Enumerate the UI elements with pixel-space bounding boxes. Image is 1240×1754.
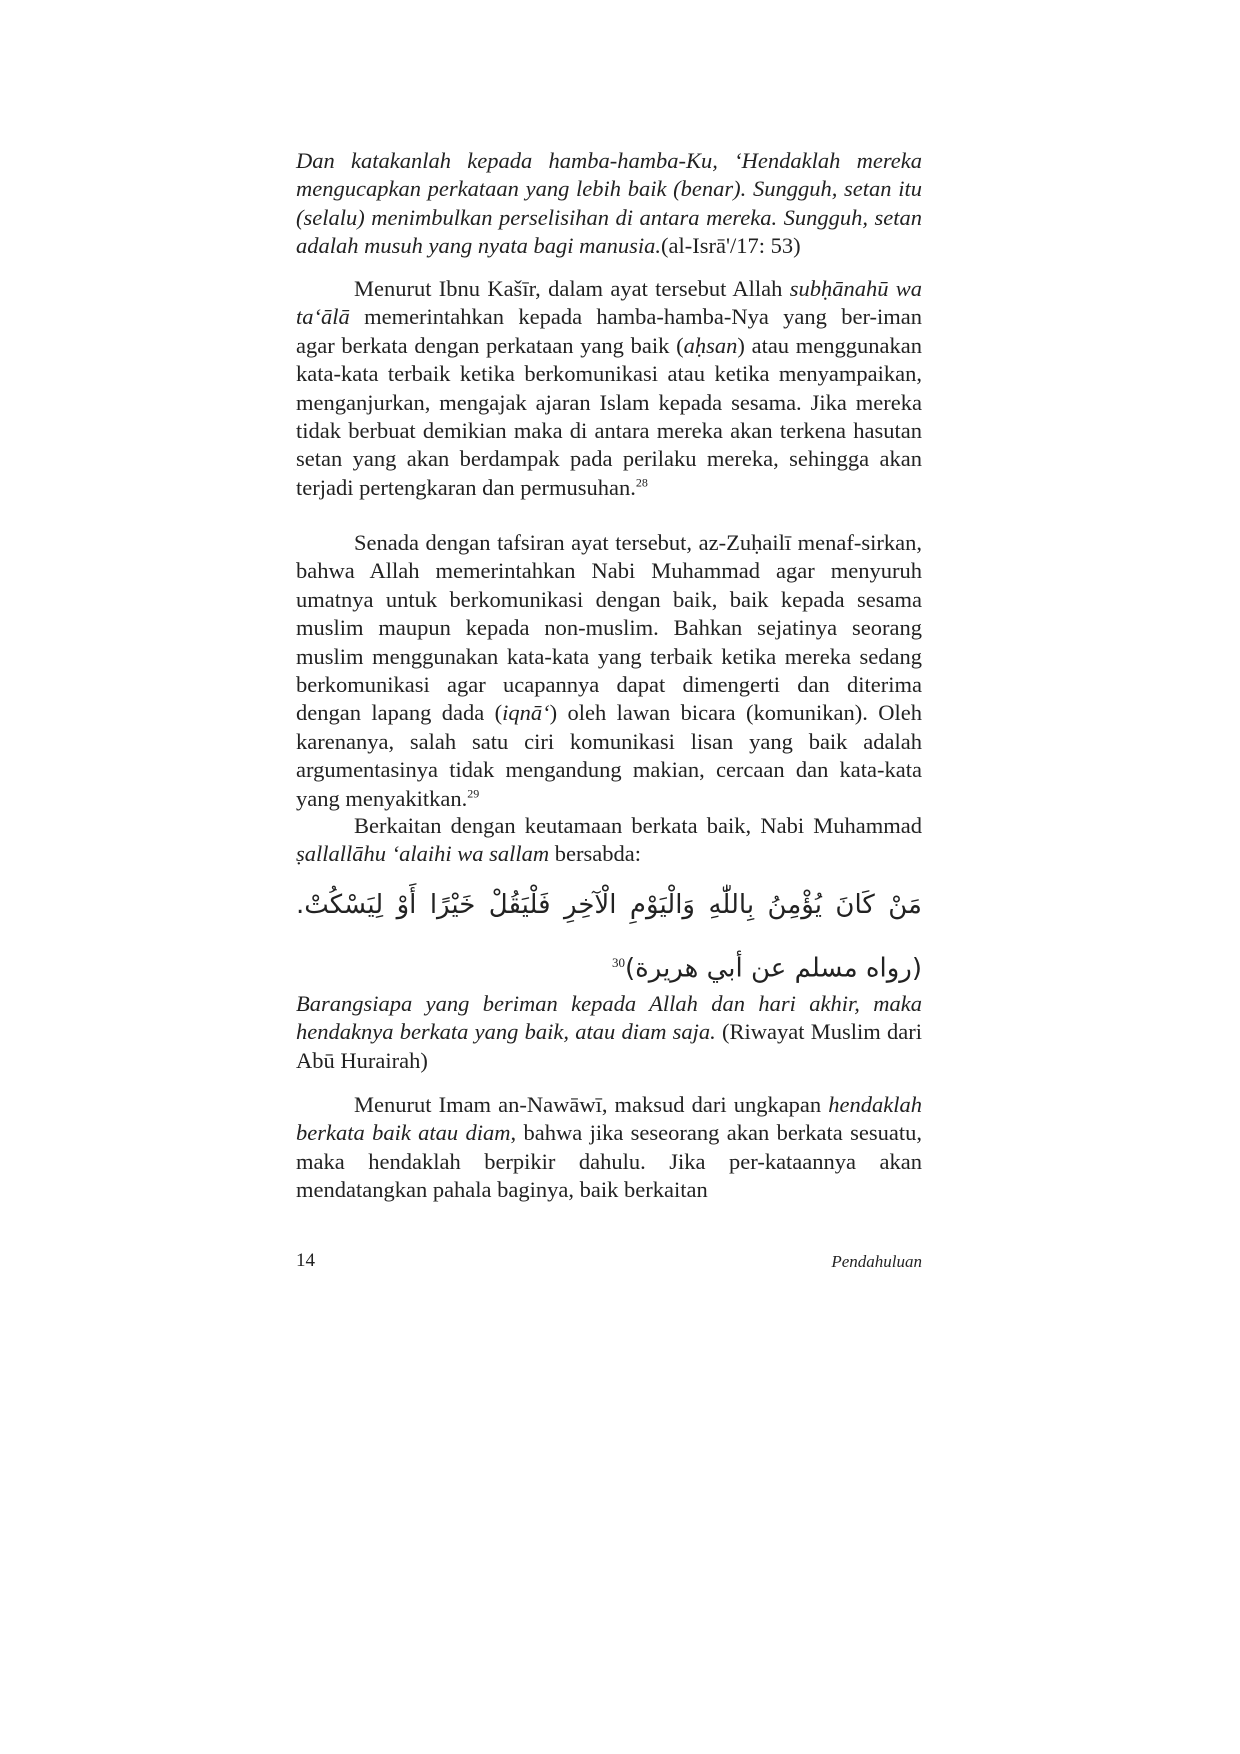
- p2-text-a: Senada dengan tafsiran ayat tersebut, az-Zuḥailī menaf-sirkan, bahwa Allah memerintahkan Nabi Muhammad agar menyuruh umatnya untuk berkomunikasi dengan baik, baik kepada sesama muslim maupun kepada non-muslim. Bahkan sejatinya seorang muslim menggunakan kata-kata yang terbaik ketika mereka sedang berkomunikasi agar ucapannya dapat dimengerti dan diterima dengan lapang dada (: [296, 530, 922, 726]
- quran-translation-block: [296, 147, 922, 261]
- p4-text-c: , bahwa jika seseorang akan berkata sesuatu, maka hendaklah berpikir dahulu. Jika per-kataannya akan mendatangkan pahala baginya, baik berkaitan: [296, 1120, 922, 1203]
- page-number: 14: [296, 1250, 315, 1271]
- quote-italic-text: Dan katakanlah kepada hamba-hamba-Ku, ‘Hendaklah mereka mengucapkan perkataan yang lebih baik (benar). Sungguh, setan itu (selalu) menimbulkan perselisihan di antara mereka. Sungguh, setan adalah musuh yang nyata bagi manusia.: [296, 148, 922, 259]
- hadith-translation-block: [296, 990, 922, 1075]
- p1-text-c: memerintahkan kepada hamba-hamba-Nya yang ber-iman agar berkata dengan perkataan yang baik (: [296, 304, 922, 358]
- footnote-marker-29[interactable]: 29: [467, 786, 480, 801]
- p3-italic-salawat: ṣallallāhu ‘alaihi wa sallam: [296, 841, 550, 867]
- p3-text-a: Berkaitan dengan keutamaan berkata baik, Nabi Muhammad: [354, 813, 922, 838]
- translation-source: (Riwayat Muslim dari Abū Hurairah): [296, 1019, 922, 1073]
- footnote-marker-30[interactable]: 30: [611, 955, 625, 970]
- quote-source: (al-Isrā'/17: 53): [661, 233, 801, 259]
- p1-text-e: ) atau menggunakan kata-kata terbaik ketika berkomunikasi atau ketika menyampaikan, menganjurkan, mengajak ajaran Islam kepada sesama. Jika mereka tidak berbuat demikian maka di antara mereka akan terkena hasutan setan yang akan berdampak pada perilaku mereka, sehingga akan terjadi pertengkaran dan permusuhan.: [296, 332, 922, 500]
- p3-text-c: bersabda:: [549, 841, 641, 867]
- paragraph-2: [296, 529, 922, 813]
- paragraph-4: [296, 1091, 922, 1205]
- translation-italic-text: Barangsiapa yang beriman kepada Allah dan hari akhir, maka hendaknya berkata yang baik, atau diam saja.: [296, 991, 922, 1045]
- p2-italic-iqna: iqnā‘: [502, 700, 550, 726]
- p1-italic-ahsan: aḥsan: [683, 332, 738, 358]
- p4-italic-phrase: hendaklah berkata baik atau diam: [296, 1092, 922, 1146]
- p4-text-a: Menurut Imam an-Nawāwī, maksud dari ungkapan: [354, 1092, 829, 1117]
- p1-italic-term: subḥānahū wa ta‘ālā: [296, 276, 922, 330]
- running-footer-chapter: Pendahuluan: [831, 1252, 922, 1271]
- p1-text-a: Menurut Ibnu Kašīr, dalam ayat tersebut Allah: [354, 276, 790, 301]
- footnote-marker-28[interactable]: 28: [635, 475, 648, 490]
- paragraph-3: [296, 812, 922, 869]
- hadith-arabic: مَنْ كَانَ يُؤْمِنُ بِاللّٰهِ وَالْيَوْمِ الْآخِرِ فَلْيَقُلْ خَيْرًا أَوْ لِيَسْكُتْ. (رواه مسلم عن أبي هريرة): [296, 890, 922, 984]
- p2-text-c: ) oleh lawan bicara (komunikan). Oleh karenanya, salah satu ciri komunikasi lisan yang baik adalah argumentasinya tidak mengandung makian, cercaan dan kata-kata yang menyakitkan.: [296, 700, 922, 811]
- hadith-arabic-text: [296, 876, 922, 998]
- paragraph-1: [296, 275, 922, 502]
